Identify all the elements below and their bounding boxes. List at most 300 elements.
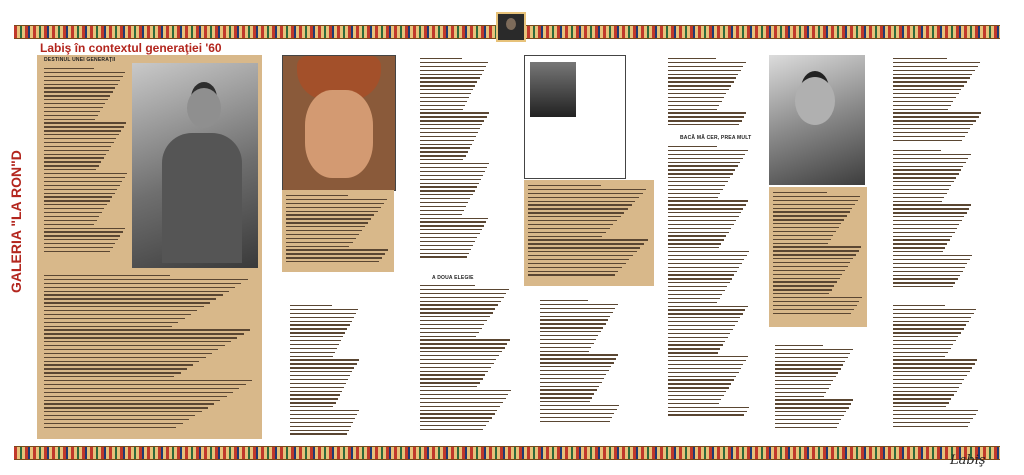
text-line (290, 406, 333, 407)
text-line (290, 430, 349, 431)
text-line (540, 421, 610, 422)
text-line (668, 325, 735, 326)
text-line (668, 360, 746, 361)
text-line (44, 310, 197, 311)
text-line (773, 227, 839, 228)
text-line (540, 335, 598, 336)
text-line (290, 391, 342, 392)
text-line (420, 221, 486, 222)
text-line (773, 309, 854, 310)
text-line (528, 247, 640, 248)
text-line (668, 74, 738, 75)
text-line (893, 101, 953, 102)
poem-column-6 (668, 146, 750, 418)
text-line (773, 219, 844, 220)
text-line (668, 173, 733, 174)
text-line (420, 378, 483, 379)
text-line (420, 218, 488, 219)
text-line (893, 394, 954, 395)
text-line (44, 364, 193, 365)
text-line (528, 267, 622, 268)
text-line (668, 158, 743, 159)
gallery-logo: GALERIA "LA RON"D (8, 150, 24, 293)
text-line (775, 380, 833, 381)
text-line (773, 231, 836, 232)
text-line (44, 235, 120, 236)
text-line (44, 72, 125, 73)
text-line (420, 316, 490, 317)
text-line (420, 105, 465, 106)
poem-column-10 (893, 305, 979, 430)
text-line (893, 97, 956, 98)
text-line (668, 247, 719, 248)
author-photo-microphone (530, 62, 576, 117)
text-line (420, 390, 511, 391)
text-line (893, 116, 979, 117)
text-line (528, 201, 635, 202)
text-line (668, 348, 720, 349)
text-line (44, 76, 123, 77)
text-line (44, 376, 174, 377)
text-line (893, 232, 955, 233)
text-line (540, 382, 602, 383)
text-line (668, 66, 743, 67)
text-line (44, 150, 109, 151)
text-line (893, 70, 975, 71)
text-line (540, 374, 606, 375)
text-line (773, 250, 859, 251)
text-line (893, 197, 944, 198)
text-line (420, 128, 480, 129)
text-line (290, 359, 359, 360)
text-line (420, 229, 482, 230)
poem-column-4 (540, 300, 620, 425)
text-line (773, 196, 860, 197)
text-line (420, 374, 485, 375)
text-line (893, 228, 957, 229)
poem-column-5 (668, 58, 748, 128)
text-line (540, 327, 603, 328)
text-line (528, 197, 639, 198)
text-line (893, 140, 962, 141)
text-line (44, 95, 110, 96)
text-line (773, 293, 829, 294)
text-line (668, 399, 721, 400)
text-line (775, 427, 837, 428)
text-line (893, 375, 967, 376)
text-line (44, 294, 223, 295)
text-line (668, 85, 731, 86)
text-line (668, 109, 717, 110)
text-line (668, 81, 734, 82)
text-line (44, 169, 96, 170)
text-line (420, 97, 469, 98)
text-line (893, 216, 964, 217)
text-line (540, 358, 616, 359)
text-line (893, 89, 961, 90)
text-line (668, 235, 726, 236)
text-line (420, 425, 486, 426)
text-line (420, 109, 463, 110)
text-line (290, 375, 350, 376)
text-line (668, 93, 726, 94)
text-line (773, 266, 848, 267)
text-line (893, 243, 947, 244)
author-photo-profile (769, 55, 865, 185)
text-line (420, 190, 475, 191)
text-line (893, 356, 945, 357)
text-line (290, 321, 352, 322)
text-line (286, 253, 385, 254)
text-line (893, 85, 964, 86)
text-line (420, 343, 507, 344)
text-line (893, 251, 943, 252)
text-line (893, 77, 970, 78)
text-line (540, 417, 612, 418)
text-line (773, 285, 834, 286)
text-line (668, 274, 734, 275)
text-line (44, 400, 220, 401)
text-line (286, 238, 356, 239)
text-line (44, 212, 102, 213)
text-line (893, 81, 967, 82)
text-line (420, 202, 468, 203)
text-line (420, 81, 477, 82)
text-line (528, 208, 628, 209)
text-line (668, 313, 743, 314)
text-line (893, 309, 976, 310)
text-line (44, 177, 125, 178)
text-line (290, 328, 347, 329)
text-line (44, 142, 114, 143)
text-line (668, 344, 723, 345)
text-line (540, 351, 589, 352)
text-line (528, 232, 606, 233)
heading-a-doua-elegie: A DOUA ELEGIE (432, 275, 474, 281)
text-line (893, 185, 951, 186)
text-line (420, 402, 503, 403)
text-line (668, 329, 733, 330)
text-line (775, 349, 853, 350)
text-line (44, 329, 250, 330)
poem-column-7 (775, 345, 855, 431)
text-line (775, 392, 826, 393)
text-line (668, 70, 741, 71)
text-line (44, 283, 241, 284)
caption-text-2 (528, 185, 650, 278)
text-line (286, 207, 381, 208)
text-line (44, 275, 170, 276)
text-line (893, 406, 946, 407)
poem-column-2 (420, 58, 490, 260)
text-line (773, 313, 851, 314)
text-line (44, 318, 185, 319)
text-line (668, 193, 720, 194)
text-line (668, 317, 740, 318)
text-line (44, 161, 101, 162)
text-line (893, 321, 969, 322)
text-line (668, 77, 736, 78)
text-line (44, 154, 106, 155)
text-line (668, 185, 725, 186)
text-line (528, 271, 618, 272)
text-line (540, 397, 592, 398)
text-line (668, 302, 717, 303)
text-line (290, 305, 332, 306)
text-line (668, 391, 726, 392)
text-line (893, 286, 953, 287)
text-line (44, 196, 112, 197)
text-line (420, 394, 508, 395)
text-line (290, 387, 344, 388)
text-line (44, 279, 248, 280)
text-line (44, 165, 99, 166)
text-line (893, 348, 951, 349)
text-line (893, 317, 971, 318)
text-line (420, 194, 473, 195)
text-line (44, 157, 104, 158)
text-line (528, 274, 615, 275)
text-line (668, 337, 728, 338)
text-line (668, 146, 717, 147)
text-line (893, 391, 957, 392)
text-line (420, 301, 501, 302)
text-line (773, 243, 828, 244)
text-line (420, 332, 479, 333)
text-line (775, 368, 841, 369)
text-line (420, 58, 462, 59)
text-line (420, 179, 481, 180)
text-line (44, 146, 111, 147)
text-line (668, 120, 742, 121)
text-line (893, 236, 952, 237)
text-line (775, 407, 849, 408)
text-line (668, 216, 739, 217)
text-line (773, 281, 837, 282)
text-line (44, 216, 99, 217)
text-line (44, 122, 126, 123)
text-line (290, 324, 350, 325)
text-line (668, 204, 746, 205)
text-line (773, 289, 832, 290)
text-line (420, 89, 473, 90)
text-line (420, 347, 505, 348)
text-line (290, 371, 352, 372)
text-line (893, 278, 958, 279)
author-photo-color (282, 55, 396, 191)
text-line (893, 136, 965, 137)
text-line (668, 263, 742, 264)
text-line (44, 111, 100, 112)
text-line (420, 429, 483, 430)
text-line (773, 246, 861, 247)
text-line (290, 336, 343, 337)
text-line (44, 107, 103, 108)
text-line (893, 422, 970, 423)
text-line (44, 314, 191, 315)
text-line (540, 401, 590, 402)
text-line (420, 237, 477, 238)
text-line (668, 271, 737, 272)
heading-baca-ma-cer: BACĂ MĂ CER, PREA MULT (680, 135, 752, 141)
text-line (893, 379, 964, 380)
text-line (420, 339, 510, 340)
text-line (540, 366, 611, 367)
text-line (44, 298, 216, 299)
text-line (540, 323, 606, 324)
text-line (44, 415, 195, 416)
text-line (893, 105, 951, 106)
text-line (44, 291, 229, 292)
text-line (290, 433, 347, 434)
text-line (44, 91, 113, 92)
text-line (44, 243, 115, 244)
text-line (893, 402, 949, 403)
text-line (540, 405, 619, 406)
text-line (893, 344, 953, 345)
text-line (420, 132, 478, 133)
text-line (668, 124, 739, 125)
text-line (290, 418, 355, 419)
poem-column-9 (893, 150, 973, 290)
text-line (290, 414, 357, 415)
text-line (420, 147, 470, 148)
text-line (420, 363, 494, 364)
text-line (773, 301, 859, 302)
text-line (668, 368, 741, 369)
text-line (420, 225, 484, 226)
text-line (44, 403, 214, 404)
text-line (420, 62, 488, 63)
text-line (286, 234, 359, 235)
decorative-band-bottom (14, 446, 1000, 460)
text-line (286, 261, 379, 262)
text-line (44, 380, 252, 381)
text-line (44, 130, 121, 131)
text-line (893, 224, 959, 225)
text-line (420, 151, 468, 152)
text-line (528, 259, 629, 260)
text-line (668, 383, 731, 384)
text-line (540, 354, 618, 355)
text-line (893, 371, 970, 372)
text-line (773, 239, 831, 240)
text-line (420, 144, 472, 145)
text-line (420, 413, 495, 414)
text-line (420, 417, 492, 418)
text-line (420, 355, 499, 356)
text-line (44, 357, 206, 358)
text-line (893, 208, 969, 209)
text-line (44, 392, 233, 393)
text-line (44, 115, 98, 116)
text-line (44, 126, 124, 127)
caption-text-3 (773, 192, 863, 317)
text-line (44, 173, 127, 174)
text-line (893, 247, 945, 248)
text-line (420, 171, 485, 172)
text-line (44, 208, 104, 209)
text-line (44, 251, 110, 252)
text-line (775, 364, 843, 365)
text-line (420, 74, 482, 75)
text-line (773, 258, 853, 259)
text-line (420, 382, 480, 383)
text-line (44, 204, 107, 205)
text-line (528, 251, 637, 252)
text-line (893, 324, 966, 325)
text-line (528, 236, 602, 237)
text-line (44, 239, 118, 240)
text-line (893, 328, 964, 329)
text-line (773, 235, 833, 236)
text-line (420, 175, 483, 176)
text-line (893, 112, 981, 113)
text-line (540, 362, 614, 363)
text-line (420, 308, 495, 309)
text-line (290, 352, 335, 353)
text-line (668, 162, 740, 163)
text-line (44, 322, 178, 323)
text-line (540, 331, 601, 332)
text-line (668, 356, 748, 357)
text-line (893, 62, 980, 63)
text-line (420, 85, 475, 86)
text-line (668, 403, 719, 404)
text-line (773, 297, 862, 298)
text-line (668, 251, 749, 252)
text-line (668, 212, 741, 213)
text-line (420, 351, 502, 352)
text-line (540, 319, 608, 320)
text-line (668, 181, 728, 182)
caption-text-1 (286, 195, 390, 265)
text-line (528, 189, 646, 190)
text-line (775, 372, 838, 373)
text-line (893, 204, 971, 205)
text-line (893, 352, 948, 353)
text-line (44, 134, 119, 135)
text-line (775, 361, 845, 362)
text-line (773, 208, 852, 209)
text-line (420, 186, 477, 187)
text-line (540, 308, 615, 309)
text-line (44, 99, 108, 100)
text-line (290, 379, 348, 380)
text-line (893, 367, 972, 368)
author-photo-coat (132, 63, 258, 268)
text-line (420, 70, 484, 71)
text-line (773, 270, 845, 271)
text-line (420, 324, 484, 325)
text-line (773, 278, 840, 279)
essay-text-left (44, 68, 128, 255)
text-line (420, 198, 470, 199)
text-line (893, 189, 949, 190)
text-line (44, 341, 231, 342)
text-line (44, 368, 187, 369)
text-line (528, 243, 644, 244)
text-line (773, 262, 850, 263)
text-line (290, 398, 338, 399)
text-line (893, 150, 941, 151)
text-line (286, 203, 384, 204)
text-line (528, 255, 633, 256)
text-line (420, 256, 467, 257)
poem-column-8 (893, 58, 983, 144)
portrait-icon (496, 12, 526, 42)
text-line (290, 344, 339, 345)
